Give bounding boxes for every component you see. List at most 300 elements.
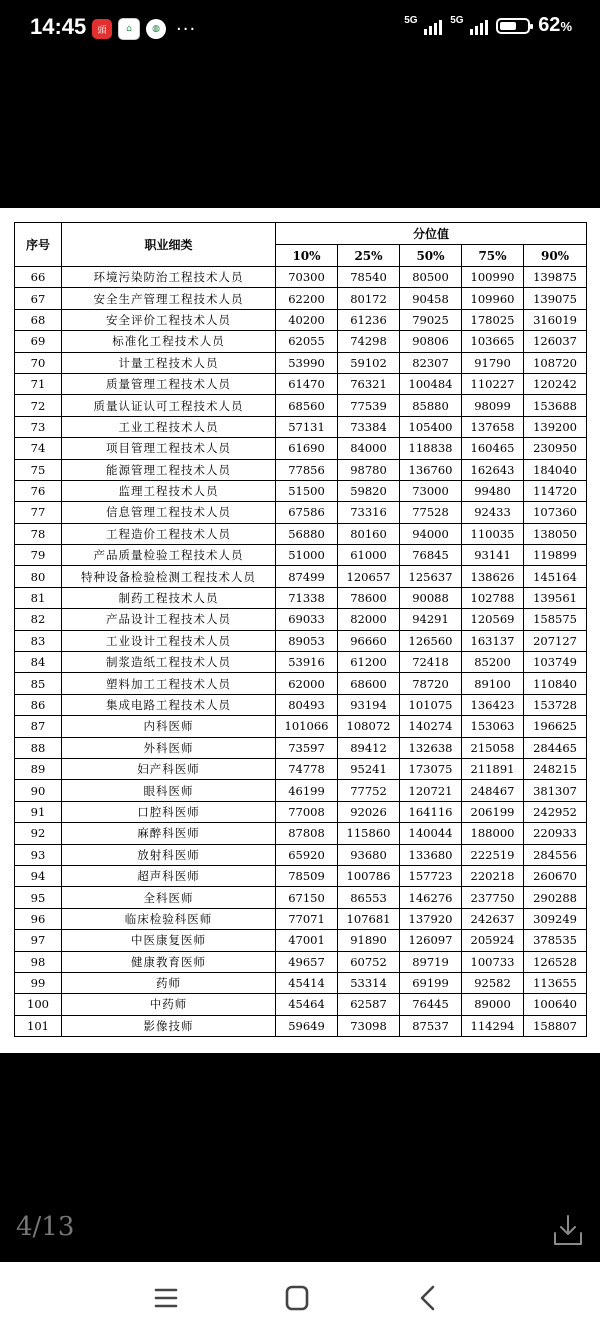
row-id: 69	[15, 331, 62, 352]
row-id: 97	[15, 930, 62, 951]
row-value-p5: 119899	[524, 545, 587, 566]
salary-percentile-table	[14, 222, 587, 1037]
row-id: 82	[15, 609, 62, 630]
row-value-p2: 115860	[338, 823, 400, 844]
row-value-p3: 146276	[400, 887, 462, 908]
row-value-p3: 126560	[400, 630, 462, 651]
table-row	[15, 801, 587, 822]
header-percentile-3: 50%	[400, 245, 462, 267]
row-value-p3: 90806	[400, 331, 462, 352]
row-value-p4: 120569	[462, 609, 524, 630]
row-occupation: 放射科医师	[62, 844, 276, 865]
table-row	[15, 566, 587, 587]
row-value-p3: 85880	[400, 395, 462, 416]
header-percentile-5: 90%	[524, 245, 587, 267]
battery-icon	[496, 18, 530, 34]
row-value-p1: 62200	[276, 288, 338, 309]
row-value-p1: 40200	[276, 309, 338, 330]
more-notifications-icon: ···	[176, 18, 197, 40]
navigation-bar	[0, 1262, 600, 1333]
row-id: 71	[15, 373, 62, 394]
row-value-p1: 62055	[276, 331, 338, 352]
row-value-p1: 53990	[276, 352, 338, 373]
row-value-p1: 59649	[276, 1015, 338, 1036]
row-value-p5: 108720	[524, 352, 587, 373]
row-occupation: 中药师	[62, 994, 276, 1015]
row-value-p1: 57131	[276, 416, 338, 437]
table-row	[15, 502, 587, 523]
green-circle-app-icon: ◍	[146, 19, 166, 39]
row-occupation: 监理工程技术人员	[62, 480, 276, 501]
table-row	[15, 930, 587, 951]
row-value-p3: 132638	[400, 737, 462, 758]
row-id: 87	[15, 716, 62, 737]
row-occupation: 安全评价工程技术人员	[62, 309, 276, 330]
row-value-p1: 67150	[276, 887, 338, 908]
table-row	[15, 865, 587, 886]
row-value-p3: 173075	[400, 758, 462, 779]
home-icon[interactable]	[277, 1282, 317, 1314]
table-row	[15, 609, 587, 630]
row-value-p3: 72418	[400, 652, 462, 673]
row-id: 72	[15, 395, 62, 416]
row-occupation: 中医康复医师	[62, 930, 276, 951]
row-value-p1: 69033	[276, 609, 338, 630]
row-value-p5: 284465	[524, 737, 587, 758]
row-value-p1: 77071	[276, 908, 338, 929]
row-id: 73	[15, 416, 62, 437]
row-value-p3: 126097	[400, 930, 462, 951]
row-value-p4: 237750	[462, 887, 524, 908]
row-id: 81	[15, 587, 62, 608]
row-id: 80	[15, 566, 62, 587]
row-value-p5: 207127	[524, 630, 587, 651]
row-occupation: 特种设备检验检测工程技术人员	[62, 566, 276, 587]
row-value-p1: 70300	[276, 267, 338, 288]
row-value-p4: 102788	[462, 587, 524, 608]
row-value-p1: 68560	[276, 395, 338, 416]
row-occupation: 临床检验科医师	[62, 908, 276, 929]
row-occupation: 健康教育医师	[62, 951, 276, 972]
table-row	[15, 480, 587, 501]
table-row	[15, 716, 587, 737]
row-value-p2: 77539	[338, 395, 400, 416]
table-row	[15, 438, 587, 459]
row-id: 79	[15, 545, 62, 566]
row-value-p1: 45464	[276, 994, 338, 1015]
row-value-p5: 242952	[524, 801, 587, 822]
row-value-p2: 93680	[338, 844, 400, 865]
row-occupation: 制浆造纸工程技术人员	[62, 652, 276, 673]
table-row	[15, 523, 587, 544]
row-value-p5: 114720	[524, 480, 587, 501]
row-value-p2: 59820	[338, 480, 400, 501]
row-id: 100	[15, 994, 62, 1015]
row-id: 70	[15, 352, 62, 373]
header-percentile-4: 75%	[462, 245, 524, 267]
row-value-p4: 160465	[462, 438, 524, 459]
row-id: 89	[15, 758, 62, 779]
row-value-p3: 94291	[400, 609, 462, 630]
table-row	[15, 823, 587, 844]
row-value-p4: 85200	[462, 652, 524, 673]
row-value-p2: 93194	[338, 694, 400, 715]
row-id: 101	[15, 1015, 62, 1036]
table-row	[15, 587, 587, 608]
row-value-p3: 90088	[400, 587, 462, 608]
row-value-p1: 61470	[276, 373, 338, 394]
row-value-p1: 80493	[276, 694, 338, 715]
row-value-p5: 107360	[524, 502, 587, 523]
row-value-p4: 178025	[462, 309, 524, 330]
row-value-p1: 53916	[276, 652, 338, 673]
row-value-p5: 184040	[524, 459, 587, 480]
row-value-p1: 87499	[276, 566, 338, 587]
table-row	[15, 545, 587, 566]
row-value-p5: 120242	[524, 373, 587, 394]
row-value-p5: 230950	[524, 438, 587, 459]
row-value-p4: 91790	[462, 352, 524, 373]
row-id: 66	[15, 267, 62, 288]
row-value-p3: 157723	[400, 865, 462, 886]
row-value-p1: 77856	[276, 459, 338, 480]
row-id: 98	[15, 951, 62, 972]
row-value-p3: 77528	[400, 502, 462, 523]
row-value-p3: 140274	[400, 716, 462, 737]
row-value-p4: 109960	[462, 288, 524, 309]
row-value-p3: 105400	[400, 416, 462, 437]
row-value-p4: 100733	[462, 951, 524, 972]
header-occupation: 职业细类	[62, 223, 276, 267]
row-id: 84	[15, 652, 62, 673]
row-value-p4: 220218	[462, 865, 524, 886]
row-id: 99	[15, 972, 62, 993]
row-value-p2: 89412	[338, 737, 400, 758]
row-value-p3: 87537	[400, 1015, 462, 1036]
row-value-p5: 139875	[524, 267, 587, 288]
row-value-p2: 76321	[338, 373, 400, 394]
table-row	[15, 630, 587, 651]
row-value-p5: 381307	[524, 780, 587, 801]
row-value-p5: 139561	[524, 587, 587, 608]
row-value-p5: 158807	[524, 1015, 587, 1036]
row-occupation: 全科医师	[62, 887, 276, 908]
table-row	[15, 972, 587, 993]
signal-icon	[450, 14, 488, 35]
document-page[interactable]	[0, 208, 600, 1053]
row-value-p4: 100990	[462, 267, 524, 288]
row-occupation: 内科医师	[62, 716, 276, 737]
table-row	[15, 737, 587, 758]
table-row	[15, 951, 587, 972]
row-value-p2: 61200	[338, 652, 400, 673]
row-value-p4: 99480	[462, 480, 524, 501]
row-value-p2: 86553	[338, 887, 400, 908]
row-value-p4: 138626	[462, 566, 524, 587]
row-value-p5: 145164	[524, 566, 587, 587]
table-row	[15, 395, 587, 416]
row-value-p4: 93141	[462, 545, 524, 566]
row-value-p2: 82000	[338, 609, 400, 630]
row-value-p5: 260670	[524, 865, 587, 886]
row-value-p1: 49657	[276, 951, 338, 972]
table-row	[15, 994, 587, 1015]
row-value-p3: 140044	[400, 823, 462, 844]
row-value-p2: 78600	[338, 587, 400, 608]
row-value-p1: 65920	[276, 844, 338, 865]
row-value-p3: 125637	[400, 566, 462, 587]
row-value-p2: 98780	[338, 459, 400, 480]
row-value-p4: 162643	[462, 459, 524, 480]
row-value-p2: 61236	[338, 309, 400, 330]
row-value-p4: 114294	[462, 1015, 524, 1036]
row-value-p1: 45414	[276, 972, 338, 993]
row-id: 86	[15, 694, 62, 715]
row-value-p3: 80500	[400, 267, 462, 288]
download-icon[interactable]	[552, 1213, 584, 1247]
row-occupation: 标准化工程技术人员	[62, 331, 276, 352]
row-value-p2: 80172	[338, 288, 400, 309]
row-value-p4: 153063	[462, 716, 524, 737]
row-value-p2: 120657	[338, 566, 400, 587]
header-percentile-1: 10%	[276, 245, 338, 267]
row-value-p3: 100484	[400, 373, 462, 394]
table-row	[15, 780, 587, 801]
row-occupation: 项目管理工程技术人员	[62, 438, 276, 459]
signal-label: 5G	[404, 14, 418, 26]
table-row	[15, 267, 587, 288]
row-value-p1: 51500	[276, 480, 338, 501]
row-value-p4: 98099	[462, 395, 524, 416]
row-value-p2: 53314	[338, 972, 400, 993]
row-id: 78	[15, 523, 62, 544]
row-occupation: 口腔科医师	[62, 801, 276, 822]
row-id: 90	[15, 780, 62, 801]
row-value-p1: 61690	[276, 438, 338, 459]
notification-icons	[92, 18, 196, 40]
row-value-p3: 82307	[400, 352, 462, 373]
table-row	[15, 673, 587, 694]
row-value-p5: 153728	[524, 694, 587, 715]
row-value-p2: 59102	[338, 352, 400, 373]
row-value-p1: 87808	[276, 823, 338, 844]
table-row	[15, 1015, 587, 1036]
row-value-p3: 101075	[400, 694, 462, 715]
row-value-p1: 89053	[276, 630, 338, 651]
row-value-p2: 91890	[338, 930, 400, 951]
row-value-p4: 248467	[462, 780, 524, 801]
row-value-p3: 90458	[400, 288, 462, 309]
row-value-p4: 163137	[462, 630, 524, 651]
row-occupation: 麻醉科医师	[62, 823, 276, 844]
row-occupation: 能源管理工程技术人员	[62, 459, 276, 480]
row-value-p3: 73000	[400, 480, 462, 501]
row-occupation: 药师	[62, 972, 276, 993]
row-value-p5: 248215	[524, 758, 587, 779]
row-occupation: 产品设计工程技术人员	[62, 609, 276, 630]
row-occupation: 工业设计工程技术人员	[62, 630, 276, 651]
table-row	[15, 459, 587, 480]
row-occupation: 制药工程技术人员	[62, 587, 276, 608]
row-id: 93	[15, 844, 62, 865]
row-value-p5: 309249	[524, 908, 587, 929]
row-id: 83	[15, 630, 62, 651]
row-value-p4: 136423	[462, 694, 524, 715]
row-value-p5: 126037	[524, 331, 587, 352]
table-row	[15, 416, 587, 437]
row-value-p4: 205924	[462, 930, 524, 951]
row-id: 74	[15, 438, 62, 459]
row-value-p4: 211891	[462, 758, 524, 779]
row-id: 76	[15, 480, 62, 501]
row-id: 95	[15, 887, 62, 908]
row-value-p4: 89100	[462, 673, 524, 694]
row-value-p2: 84000	[338, 438, 400, 459]
row-value-p3: 78720	[400, 673, 462, 694]
row-value-p1: 51000	[276, 545, 338, 566]
row-value-p2: 60752	[338, 951, 400, 972]
table-row	[15, 352, 587, 373]
header-percentile: 分位值	[276, 223, 587, 245]
page-indicator: 4/13	[16, 1212, 75, 1242]
row-value-p1: 47001	[276, 930, 338, 951]
row-value-p2: 96660	[338, 630, 400, 651]
row-value-p5: 316019	[524, 309, 587, 330]
row-value-p2: 100786	[338, 865, 400, 886]
menu-icon[interactable]	[146, 1282, 186, 1314]
row-occupation: 外科医师	[62, 737, 276, 758]
row-value-p2: 108072	[338, 716, 400, 737]
row-value-p1: 74778	[276, 758, 338, 779]
back-icon[interactable]	[408, 1282, 448, 1314]
row-value-p5: 139200	[524, 416, 587, 437]
row-value-p4: 206199	[462, 801, 524, 822]
row-occupation: 工业工程技术人员	[62, 416, 276, 437]
row-occupation: 妇产科医师	[62, 758, 276, 779]
row-id: 91	[15, 801, 62, 822]
table-row	[15, 908, 587, 929]
row-value-p3: 76845	[400, 545, 462, 566]
row-value-p5: 113655	[524, 972, 587, 993]
table-row	[15, 288, 587, 309]
row-value-p2: 78540	[338, 267, 400, 288]
row-id: 85	[15, 673, 62, 694]
row-value-p2: 73098	[338, 1015, 400, 1036]
row-value-p4: 110035	[462, 523, 524, 544]
table-row	[15, 652, 587, 673]
row-value-p2: 73384	[338, 416, 400, 437]
row-value-p5: 100640	[524, 994, 587, 1015]
table-row	[15, 887, 587, 908]
row-occupation: 塑料加工工程技术人员	[62, 673, 276, 694]
row-value-p2: 77752	[338, 780, 400, 801]
row-value-p4: 92582	[462, 972, 524, 993]
row-occupation: 安全生产管理工程技术人员	[62, 288, 276, 309]
row-value-p5: 126528	[524, 951, 587, 972]
row-value-p3: 120721	[400, 780, 462, 801]
row-id: 68	[15, 309, 62, 330]
row-value-p4: 92433	[462, 502, 524, 523]
row-value-p3: 76445	[400, 994, 462, 1015]
green-app-icon: ⌂	[118, 18, 140, 40]
table-row	[15, 844, 587, 865]
row-occupation: 工程造价工程技术人员	[62, 523, 276, 544]
row-value-p1: 56880	[276, 523, 338, 544]
row-occupation: 质量管理工程技术人员	[62, 373, 276, 394]
row-value-p1: 78509	[276, 865, 338, 886]
row-value-p2: 92026	[338, 801, 400, 822]
status-bar	[0, 0, 600, 60]
header-id: 序号	[15, 223, 62, 267]
row-value-p2: 73316	[338, 502, 400, 523]
row-occupation: 集成电路工程技术人员	[62, 694, 276, 715]
row-id: 67	[15, 288, 62, 309]
signal-icon	[404, 14, 442, 35]
signal-label: 5G	[450, 14, 464, 26]
row-value-p5: 378535	[524, 930, 587, 951]
row-occupation: 眼科医师	[62, 780, 276, 801]
row-occupation: 质量认证认可工程技术人员	[62, 395, 276, 416]
row-occupation: 影像技师	[62, 1015, 276, 1036]
row-value-p4: 188000	[462, 823, 524, 844]
row-value-p3: 69199	[400, 972, 462, 993]
row-value-p3: 136760	[400, 459, 462, 480]
row-value-p1: 71338	[276, 587, 338, 608]
row-occupation: 环境污染防治工程技术人员	[62, 267, 276, 288]
row-value-p3: 79025	[400, 309, 462, 330]
row-occupation: 计量工程技术人员	[62, 352, 276, 373]
table-row	[15, 309, 587, 330]
row-value-p3: 137920	[400, 908, 462, 929]
row-value-p3: 133680	[400, 844, 462, 865]
row-value-p5: 139075	[524, 288, 587, 309]
row-id: 92	[15, 823, 62, 844]
row-value-p2: 74298	[338, 331, 400, 352]
row-value-p1: 73597	[276, 737, 338, 758]
row-value-p3: 89719	[400, 951, 462, 972]
row-value-p5: 220933	[524, 823, 587, 844]
row-value-p5: 284556	[524, 844, 587, 865]
row-value-p2: 80160	[338, 523, 400, 544]
red-news-app-icon: 頭	[92, 19, 112, 39]
status-time: 14:45	[30, 14, 87, 39]
row-value-p2: 62587	[338, 994, 400, 1015]
row-value-p2: 107681	[338, 908, 400, 929]
row-value-p1: 67586	[276, 502, 338, 523]
row-value-p1: 101066	[276, 716, 338, 737]
row-value-p5: 103749	[524, 652, 587, 673]
row-value-p4: 103665	[462, 331, 524, 352]
row-value-p5: 196625	[524, 716, 587, 737]
row-value-p5: 153688	[524, 395, 587, 416]
row-value-p2: 61000	[338, 545, 400, 566]
table-row	[15, 694, 587, 715]
row-id: 96	[15, 908, 62, 929]
battery-percent: 62%	[538, 14, 572, 36]
table-row	[15, 758, 587, 779]
row-value-p5: 138050	[524, 523, 587, 544]
row-value-p4: 242637	[462, 908, 524, 929]
row-value-p2: 68600	[338, 673, 400, 694]
header-percentile-2: 25%	[338, 245, 400, 267]
system-status	[404, 14, 572, 37]
row-value-p1: 77008	[276, 801, 338, 822]
row-value-p4: 89000	[462, 994, 524, 1015]
row-occupation: 超声科医师	[62, 865, 276, 886]
row-value-p4: 215058	[462, 737, 524, 758]
row-value-p4: 222519	[462, 844, 524, 865]
row-occupation: 信息管理工程技术人员	[62, 502, 276, 523]
